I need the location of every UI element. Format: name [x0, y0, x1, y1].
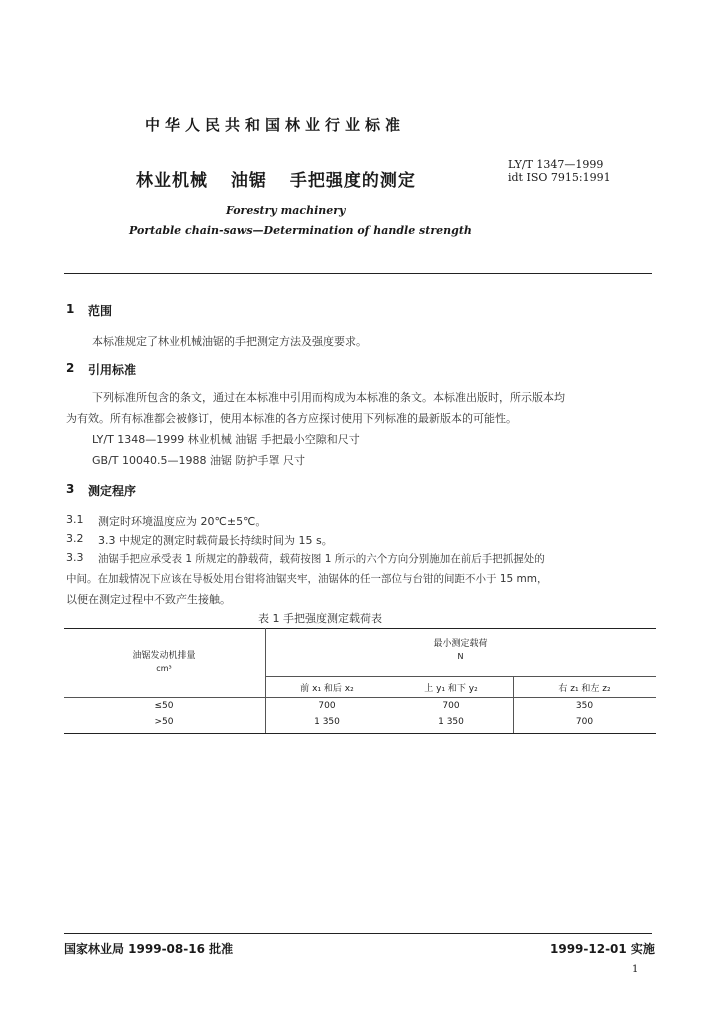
- section-2-para-line2: 为有效。所有标准都会被修订，使用本标准的各方应探讨使用下列标准的最新版本的可能性。: [66, 412, 517, 425]
- table-subheader-front-back: 前 x₁ 和后 x₂: [300, 684, 354, 694]
- english-title-line2: Portable chain-saws—Determination of handle strength: [129, 224, 472, 237]
- clause-3-3-line2: 中间。在加载情况下应该在导板处用台钳将油锯夹牢，油锯体的任一部位与台钳的间距不小于 15 mm，: [66, 573, 548, 585]
- section-2-ref-2: GB/T 10040.5—1988 油锯 防护手罩 尺寸: [92, 454, 305, 467]
- table-row-2-front-back: 1 350: [314, 717, 340, 727]
- table-row-1-front-back: 700: [318, 701, 336, 711]
- table-header-displacement-unit: cm³: [156, 664, 172, 673]
- clause-3-3-line1: 油锯手把应承受表 1 所规定的静载荷，载荷按图 1 所示的六个方向分别施加在前后手把抓握处的: [98, 553, 545, 565]
- header-divider: [64, 273, 652, 274]
- section-2-ref-1: LY/T 1348—1999 林业机械 油锯 手把最小空隙和尺寸: [92, 433, 360, 446]
- clause-3-2-text: 3.3 中规定的测定时载荷最长持续时间为 15 s。: [98, 534, 333, 547]
- table-row-1-displacement: ≤50: [154, 701, 174, 711]
- section-1-title: 范围: [88, 304, 113, 318]
- standard-code: [508, 158, 611, 184]
- table-header-rule: [64, 697, 656, 698]
- standard-code-line2: idt ISO 7915:1991: [508, 171, 611, 184]
- page-number: 1: [632, 964, 639, 975]
- table-row-1-up-down: 700: [442, 701, 460, 711]
- section-3-number: 3: [66, 482, 75, 496]
- table-subheader-rule: [265, 676, 656, 677]
- org-title: 中华人民共和国林业行业标准: [145, 116, 406, 134]
- section-2-para-line1: 下列标准所包含的条文，通过在本标准中引用而构成为本标准的条文。本标准出版时，所示版本均: [92, 391, 565, 404]
- standard-code-line1: LY/T 1347—1999: [508, 158, 604, 171]
- table-bottom-rule: [64, 733, 656, 734]
- table-header-min-load-unit: N: [457, 652, 464, 661]
- table-row-1-right-left: 350: [575, 701, 594, 711]
- clause-3-3-line3: 以便在测定过程中不致产生接触。: [66, 593, 231, 606]
- table-row-2-displacement: >50: [154, 717, 174, 727]
- section-3-title: 测定程序: [88, 484, 137, 498]
- table-header-min-load: 最小测定载荷: [433, 639, 488, 649]
- table-top-rule: [64, 628, 656, 629]
- section-1-number: 1: [66, 302, 75, 316]
- table-row-2-up-down: 1 350: [438, 717, 464, 727]
- table-1-caption: 表 1 手把强度测定载荷表: [258, 612, 382, 625]
- table-subheader-right-left: 右 z₁ 和左 z₂: [558, 684, 611, 694]
- footer-approval: 国家林业局 1999-08-16 批准: [64, 942, 234, 956]
- english-title-line1: Forestry machinery: [226, 204, 346, 217]
- section-1-para: 本标准规定了林业机械油锯的手把测定方法及强度要求。: [92, 335, 367, 348]
- standard-title: 林业机械 油锯 手把强度的测定: [136, 171, 416, 191]
- clause-3-2-number: 3.2: [66, 532, 84, 545]
- clause-3-1-number: 3.1: [66, 513, 84, 526]
- clause-3-1-text: 测定时环境温度应为 20℃±5℃。: [98, 515, 267, 528]
- section-2-number: 2: [66, 361, 75, 375]
- clause-3-3-number: 3.3: [66, 551, 84, 564]
- table-subheader-up-down: 上 y₁ 和下 y₂: [424, 684, 478, 694]
- table-header-displacement: 油锯发动机排量: [132, 651, 196, 661]
- section-2-title: 引用标准: [88, 363, 137, 377]
- footer-implementation: 1999-12-01 实施: [550, 942, 655, 956]
- table-row-2-right-left: 700: [575, 717, 594, 727]
- footer-divider: [64, 933, 652, 934]
